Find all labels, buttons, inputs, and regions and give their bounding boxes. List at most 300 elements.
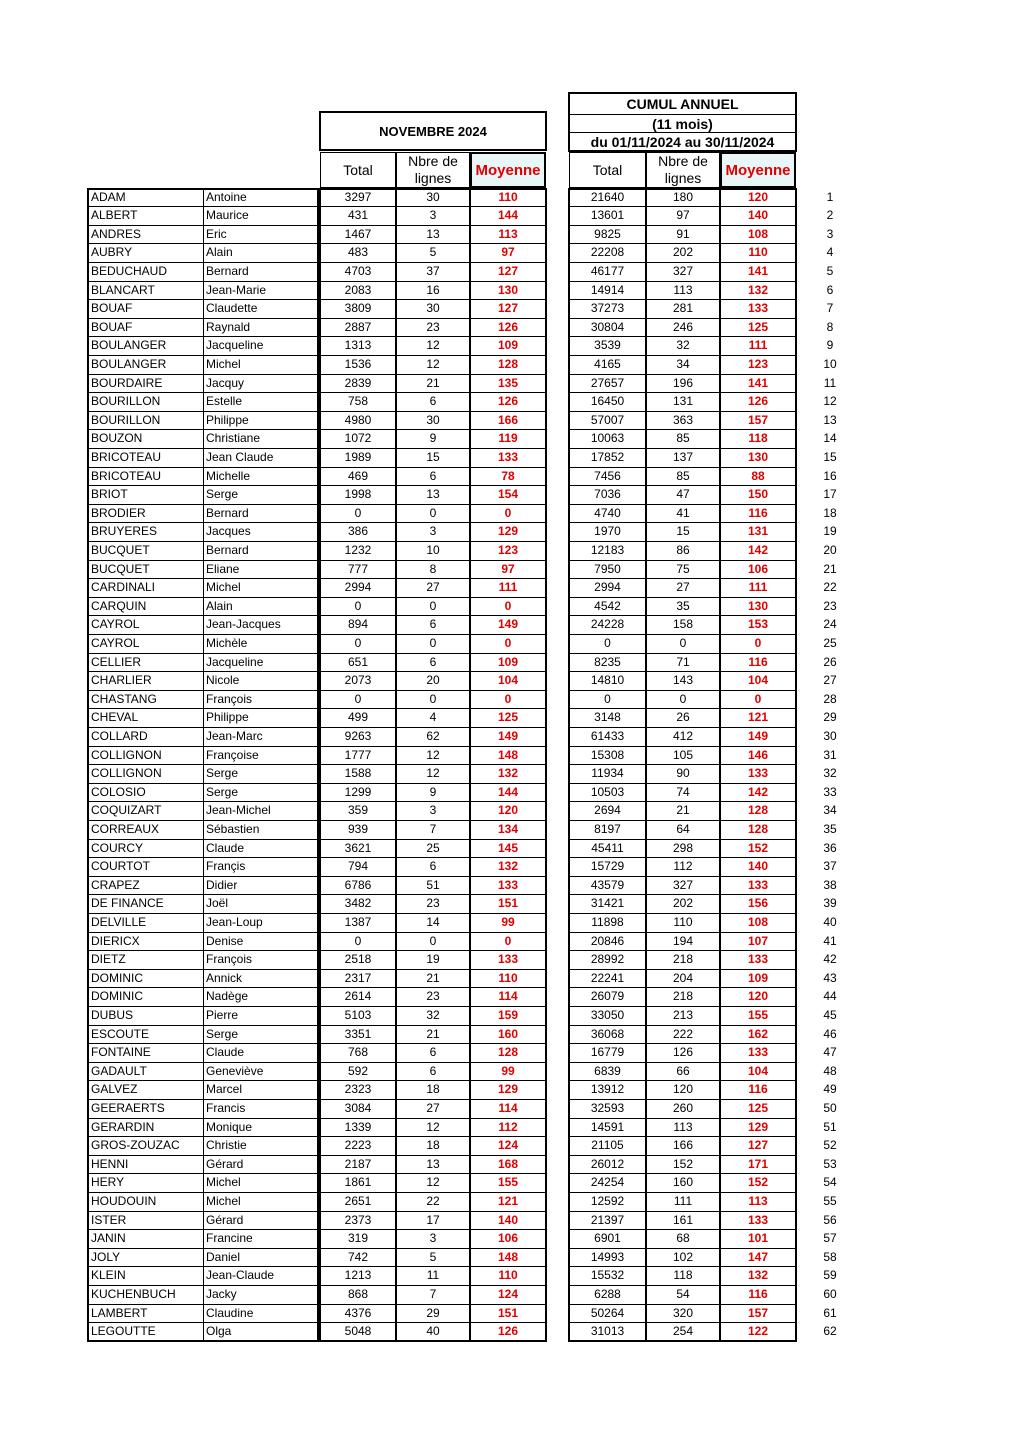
month-total-cell: 1339 [320, 1119, 396, 1138]
month-total-cell: 592 [320, 1063, 396, 1082]
month-average-cell: 0 [470, 933, 546, 952]
annual-lines-cell: 71 [646, 654, 720, 673]
table-row [0, 616, 1024, 635]
row-index-cell: 61 [823, 1305, 837, 1320]
annual-average-cell: 120 [720, 189, 796, 208]
row-index-cell: 29 [823, 710, 837, 725]
month-average-cell: 121 [470, 1193, 546, 1212]
month-lines-cell: 6 [396, 393, 470, 412]
month-lines-cell: 14 [396, 914, 470, 933]
month-lines-cell: 19 [396, 951, 470, 970]
annual-average-cell: 132 [720, 1267, 796, 1286]
annual-total-cell: 6901 [569, 1230, 646, 1249]
last-name-cell: CHEVAL [88, 709, 204, 728]
month-total-cell: 2651 [320, 1193, 396, 1212]
annual-total-cell: 0 [569, 635, 646, 654]
last-name-cell: CARQUIN [88, 598, 204, 617]
first-name-cell: Michelle [204, 468, 318, 487]
annual-total-cell: 21397 [569, 1212, 646, 1231]
row-index-cell: 47 [823, 1045, 837, 1060]
month-average-cell: 128 [470, 1044, 546, 1063]
first-name-cell: Jacquy [204, 375, 318, 394]
month-average-cell: 128 [470, 356, 546, 375]
last-name-cell: BLANCART [88, 282, 204, 301]
last-name-cell: COLLIGNON [88, 765, 204, 784]
annual-total-cell: 31421 [569, 895, 646, 914]
month-total-cell: 4376 [320, 1305, 396, 1324]
month-total-cell: 3809 [320, 300, 396, 319]
month-average-cell: 119 [470, 430, 546, 449]
last-name-cell: CAYROL [88, 616, 204, 635]
last-name-cell: HERY [88, 1174, 204, 1193]
month-total-cell: 939 [320, 821, 396, 840]
annual-average-cell: 152 [720, 1174, 796, 1193]
annual-total-cell: 4740 [569, 505, 646, 524]
annual-title-box [568, 92, 797, 152]
last-name-cell: BOULANGER [88, 356, 204, 375]
annual-average-cell: 125 [720, 1100, 796, 1119]
table-row [0, 468, 1024, 487]
month-lines-cell: 10 [396, 542, 470, 561]
first-name-cell: Nadège [204, 988, 318, 1007]
month-average-cell: 97 [470, 561, 546, 580]
annual-average-cell: 122 [720, 1323, 796, 1342]
month-total-cell: 2994 [320, 579, 396, 598]
month-lines-cell: 23 [396, 319, 470, 338]
first-name-cell: Serge [204, 784, 318, 803]
row-index-cell: 3 [826, 226, 834, 241]
annual-lines-cell: 131 [646, 393, 720, 412]
first-name-cell: Jean-Jacques [204, 616, 318, 635]
last-name-cell: BRODIER [88, 505, 204, 524]
row-index-cell: 41 [823, 933, 837, 948]
table-row [0, 430, 1024, 449]
annual-average-cell: 153 [720, 616, 796, 635]
annual-average-cell: 106 [720, 561, 796, 580]
annual-total-cell: 24254 [569, 1174, 646, 1193]
annual-lines-cell: 222 [646, 1026, 720, 1045]
annual-total-cell: 1970 [569, 523, 646, 542]
month-average-cell: 113 [470, 226, 546, 245]
last-name-cell: LEGOUTTE [88, 1323, 204, 1342]
annual-total-cell: 6288 [569, 1286, 646, 1305]
month-total-cell: 386 [320, 523, 396, 542]
first-name-cell: Eric [204, 226, 318, 245]
annual-lines-cell: 126 [646, 1044, 720, 1063]
month-total-cell: 2187 [320, 1156, 396, 1175]
first-name-cell: Serge [204, 1026, 318, 1045]
row-index-cell: 48 [823, 1063, 837, 1078]
annual-lines-cell: 202 [646, 244, 720, 263]
annual-average-cell: 133 [720, 951, 796, 970]
annual-average-cell: 133 [720, 877, 796, 896]
annual-average-cell: 108 [720, 914, 796, 933]
month-average-cell: 149 [470, 616, 546, 635]
row-index-cell: 27 [823, 673, 837, 688]
annual-average-cell: 104 [720, 1063, 796, 1082]
month-lines-cell: 18 [396, 1137, 470, 1156]
month-average-cell: 144 [470, 207, 546, 226]
month-total-cell: 483 [320, 244, 396, 263]
annual-total-cell: 31013 [569, 1323, 646, 1342]
annual-total-cell: 24228 [569, 616, 646, 635]
annual-total-cell: 7036 [569, 486, 646, 505]
month-lines-cell: 16 [396, 282, 470, 301]
annual-total-cell: 43579 [569, 877, 646, 896]
month-total-cell: 1072 [320, 430, 396, 449]
annual-total-cell: 2694 [569, 802, 646, 821]
last-name-cell: BUCQUET [88, 561, 204, 580]
first-name-cell: Philippe [204, 412, 318, 431]
month-average-cell: 112 [470, 1119, 546, 1138]
first-name-cell: Sébastien [204, 821, 318, 840]
month-total-cell: 3084 [320, 1100, 396, 1119]
month-lines-cell: 0 [396, 505, 470, 524]
table-row [0, 672, 1024, 691]
month-total-cell: 758 [320, 393, 396, 412]
month-total-cell: 0 [320, 933, 396, 952]
month-lines-cell: 25 [396, 840, 470, 859]
month-lines-cell: 23 [396, 988, 470, 1007]
month-average-cell: 109 [470, 654, 546, 673]
annual-average-cell: 133 [720, 765, 796, 784]
row-index-cell: 44 [823, 989, 837, 1004]
annual-lines-cell: 0 [646, 635, 720, 654]
month-total-cell: 2317 [320, 970, 396, 989]
annual-total-cell: 14914 [569, 282, 646, 301]
first-name-cell: Francine [204, 1230, 318, 1249]
month-total-cell: 2614 [320, 988, 396, 1007]
last-name-cell: GEERAERTS [88, 1100, 204, 1119]
table-row [0, 709, 1024, 728]
row-index-cell: 52 [823, 1138, 837, 1153]
annual-lines-cell: 66 [646, 1063, 720, 1082]
annual-average-cell: 141 [720, 375, 796, 394]
month-total-cell: 868 [320, 1286, 396, 1305]
last-name-cell: CHASTANG [88, 691, 204, 710]
month-total-cell: 1998 [320, 486, 396, 505]
month-average-cell: 127 [470, 300, 546, 319]
month-average-cell: 111 [470, 579, 546, 598]
first-name-cell: Philippe [204, 709, 318, 728]
annual-average-cell: 104 [720, 672, 796, 691]
annual-lines-cell: 213 [646, 1007, 720, 1026]
month-lines-cell: 37 [396, 263, 470, 282]
month-average-cell: 151 [470, 1305, 546, 1324]
month-total-cell: 1299 [320, 784, 396, 803]
table-row [0, 1174, 1024, 1193]
annual-total-cell: 61433 [569, 728, 646, 747]
row-index-cell: 19 [823, 524, 837, 539]
annual-average-cell: 0 [720, 635, 796, 654]
table-row [0, 523, 1024, 542]
month-total-cell: 1232 [320, 542, 396, 561]
row-index-cell: 11 [823, 375, 837, 390]
annual-average-cell: 150 [720, 486, 796, 505]
annual-total-cell: 26079 [569, 988, 646, 1007]
first-name-cell: Jean-Claude [204, 1267, 318, 1286]
annual-average-cell: 152 [720, 840, 796, 859]
annual-lines-cell: 166 [646, 1137, 720, 1156]
annual-average-cell: 133 [720, 1044, 796, 1063]
row-index-cell: 5 [826, 263, 834, 278]
month-total-cell: 2887 [320, 319, 396, 338]
annual-total-cell: 36068 [569, 1026, 646, 1045]
annual-lines-cell: 91 [646, 226, 720, 245]
last-name-cell: DIETZ [88, 951, 204, 970]
month-total-cell: 2223 [320, 1137, 396, 1156]
last-name-cell: BOURILLON [88, 412, 204, 431]
table-row [0, 1267, 1024, 1286]
table-row [0, 1063, 1024, 1082]
annual-lines-cell: 85 [646, 430, 720, 449]
month-average-cell: 144 [470, 784, 546, 803]
month-lines-cell: 9 [396, 784, 470, 803]
row-index-cell: 39 [823, 896, 837, 911]
month-lines-cell: 29 [396, 1305, 470, 1324]
annual-total-cell: 8235 [569, 654, 646, 673]
month-lines-cell: 0 [396, 635, 470, 654]
annual-average-cell: 111 [720, 337, 796, 356]
last-name-cell: COURCY [88, 840, 204, 859]
table-row [0, 1323, 1024, 1342]
annual-lines-cell: 111 [646, 1193, 720, 1212]
month-col-lines: Nbre de lignes [396, 152, 470, 188]
first-name-cell: François [204, 951, 318, 970]
annual-total-cell: 12183 [569, 542, 646, 561]
last-name-cell: BOUAF [88, 319, 204, 338]
month-average-cell: 168 [470, 1156, 546, 1175]
first-name-cell: Daniel [204, 1249, 318, 1268]
annual-average-cell: 149 [720, 728, 796, 747]
table-row [0, 691, 1024, 710]
month-average-cell: 120 [470, 802, 546, 821]
table-row [0, 877, 1024, 896]
month-lines-cell: 51 [396, 877, 470, 896]
last-name-cell: HOUDOUIN [88, 1193, 204, 1212]
month-title-box [319, 111, 547, 151]
table-row [0, 356, 1024, 375]
first-name-cell: Michel [204, 356, 318, 375]
annual-lines-cell: 143 [646, 672, 720, 691]
last-name-cell: AUBRY [88, 244, 204, 263]
month-total-cell: 1467 [320, 226, 396, 245]
last-name-cell: DE FINANCE [88, 895, 204, 914]
annual-lines-cell: 204 [646, 970, 720, 989]
row-index-cell: 6 [826, 282, 834, 297]
row-index-cell: 34 [823, 803, 837, 818]
month-lines-cell: 21 [396, 1026, 470, 1045]
first-name-cell: Claude [204, 840, 318, 859]
annual-total-cell: 15729 [569, 858, 646, 877]
month-lines-cell: 13 [396, 226, 470, 245]
table-row [0, 1193, 1024, 1212]
last-name-cell: JANIN [88, 1230, 204, 1249]
annual-lines-cell: 90 [646, 765, 720, 784]
first-name-cell: Monique [204, 1119, 318, 1138]
row-index-cell: 10 [823, 356, 837, 371]
month-total-cell: 3621 [320, 840, 396, 859]
annual-total-cell: 32593 [569, 1100, 646, 1119]
table-row [0, 1119, 1024, 1138]
annual-lines-cell: 68 [646, 1230, 720, 1249]
annual-lines-cell: 218 [646, 988, 720, 1007]
last-name-cell: BEDUCHAUD [88, 263, 204, 282]
table-row [0, 635, 1024, 654]
month-average-cell: 109 [470, 337, 546, 356]
last-name-cell: COQUIZART [88, 802, 204, 821]
table-row [0, 858, 1024, 877]
month-average-cell: 151 [470, 895, 546, 914]
month-average-cell: 148 [470, 1249, 546, 1268]
month-lines-cell: 8 [396, 561, 470, 580]
month-average-cell: 104 [470, 672, 546, 691]
month-lines-cell: 62 [396, 728, 470, 747]
annual-average-cell: 118 [720, 430, 796, 449]
annual-total-cell: 21105 [569, 1137, 646, 1156]
row-index-cell: 16 [823, 468, 837, 483]
month-lines-cell: 0 [396, 933, 470, 952]
table-row [0, 802, 1024, 821]
month-total-cell: 5048 [320, 1323, 396, 1342]
annual-lines-cell: 363 [646, 412, 720, 431]
month-lines-cell: 12 [396, 1119, 470, 1138]
annual-average-cell: 109 [720, 970, 796, 989]
last-name-cell: COURTOT [88, 858, 204, 877]
annual-average-cell: 126 [720, 393, 796, 412]
annual-lines-cell: 298 [646, 840, 720, 859]
annual-total-cell: 14591 [569, 1119, 646, 1138]
last-name-cell: DOMINIC [88, 970, 204, 989]
row-index-cell: 31 [823, 747, 837, 762]
annual-total-cell: 11934 [569, 765, 646, 784]
row-index-cell: 12 [823, 394, 837, 409]
annual-average-cell: 88 [720, 468, 796, 487]
month-lines-cell: 17 [396, 1212, 470, 1231]
row-index-cell: 1 [826, 189, 834, 204]
first-name-cell: Francis [204, 1100, 318, 1119]
table-row [0, 1286, 1024, 1305]
annual-total-cell: 33050 [569, 1007, 646, 1026]
row-index-cell: 30 [823, 728, 837, 743]
row-index-cell: 33 [823, 784, 837, 799]
month-total-cell: 3482 [320, 895, 396, 914]
last-name-cell: KUCHENBUCH [88, 1286, 204, 1305]
month-lines-cell: 6 [396, 654, 470, 673]
row-index-cell: 58 [823, 1249, 837, 1264]
annual-average-cell: 128 [720, 802, 796, 821]
annual-average-cell: 120 [720, 988, 796, 1007]
annual-average-cell: 0 [720, 691, 796, 710]
month-total-cell: 1313 [320, 337, 396, 356]
annual-average-cell: 113 [720, 1193, 796, 1212]
row-index-cell: 32 [823, 766, 837, 781]
table-row [0, 207, 1024, 226]
month-lines-cell: 7 [396, 821, 470, 840]
month-total-cell: 1861 [320, 1174, 396, 1193]
table-row [0, 1230, 1024, 1249]
first-name-cell: Michel [204, 1174, 318, 1193]
first-name-cell: Gérard [204, 1156, 318, 1175]
annual-total-cell: 14993 [569, 1249, 646, 1268]
annual-total-cell: 17852 [569, 449, 646, 468]
month-average-cell: 160 [470, 1026, 546, 1045]
month-average-cell: 99 [470, 1063, 546, 1082]
annual-average-cell: 123 [720, 356, 796, 375]
table-body [0, 189, 1024, 1343]
annual-average-cell: 157 [720, 1305, 796, 1324]
month-average-cell: 127 [470, 263, 546, 282]
row-index-cell: 43 [823, 970, 837, 985]
last-name-cell: COLLIGNON [88, 747, 204, 766]
table-row [0, 951, 1024, 970]
month-average-cell: 114 [470, 1100, 546, 1119]
annual-lines-cell: 27 [646, 579, 720, 598]
table-row [0, 747, 1024, 766]
table-row [0, 1249, 1024, 1268]
month-total-cell: 2373 [320, 1212, 396, 1231]
annual-lines-cell: 254 [646, 1323, 720, 1342]
month-lines-cell: 6 [396, 468, 470, 487]
month-total-cell: 651 [320, 654, 396, 673]
last-name-cell: BRICOTEAU [88, 468, 204, 487]
annual-lines-cell: 260 [646, 1100, 720, 1119]
month-average-cell: 148 [470, 747, 546, 766]
month-total-cell: 1387 [320, 914, 396, 933]
row-index-cell: 37 [823, 859, 837, 874]
row-index-cell: 4 [826, 245, 834, 260]
month-average-cell: 159 [470, 1007, 546, 1026]
annual-total-cell: 7456 [569, 468, 646, 487]
month-total-cell: 4980 [320, 412, 396, 431]
first-name-cell: Jean-Michel [204, 802, 318, 821]
last-name-cell: FONTAINE [88, 1044, 204, 1063]
first-name-cell: François [204, 691, 318, 710]
annual-total-cell: 3148 [569, 709, 646, 728]
month-average-cell: 132 [470, 858, 546, 877]
month-total-cell: 0 [320, 598, 396, 617]
last-name-cell: GROS-ZOUZAC [88, 1137, 204, 1156]
last-name-cell: JOLY [88, 1249, 204, 1268]
first-name-cell: Jean Claude [204, 449, 318, 468]
last-name-cell: BOUZON [88, 430, 204, 449]
month-lines-cell: 12 [396, 747, 470, 766]
first-name-cell: Antoine [204, 189, 318, 208]
month-average-cell: 97 [470, 244, 546, 263]
annual-lines-cell: 160 [646, 1174, 720, 1193]
first-name-cell: Claude [204, 1044, 318, 1063]
month-total-cell: 3297 [320, 189, 396, 208]
annual-lines-cell: 118 [646, 1267, 720, 1286]
annual-average-cell: 133 [720, 300, 796, 319]
month-average-cell: 0 [470, 635, 546, 654]
month-average-cell: 145 [470, 840, 546, 859]
annual-average-cell: 108 [720, 226, 796, 245]
month-average-cell: 110 [470, 970, 546, 989]
month-lines-cell: 13 [396, 1156, 470, 1175]
month-total-cell: 2518 [320, 951, 396, 970]
month-lines-cell: 5 [396, 1249, 470, 1268]
table-row [0, 1100, 1024, 1119]
month-lines-cell: 11 [396, 1267, 470, 1286]
month-total-cell: 894 [320, 616, 396, 635]
table-row [0, 1007, 1024, 1026]
annual-total-cell: 45411 [569, 840, 646, 859]
row-index-cell: 50 [823, 1100, 837, 1115]
first-name-cell: Joël [204, 895, 318, 914]
month-total-cell: 4703 [320, 263, 396, 282]
row-index-cell: 38 [823, 877, 837, 892]
